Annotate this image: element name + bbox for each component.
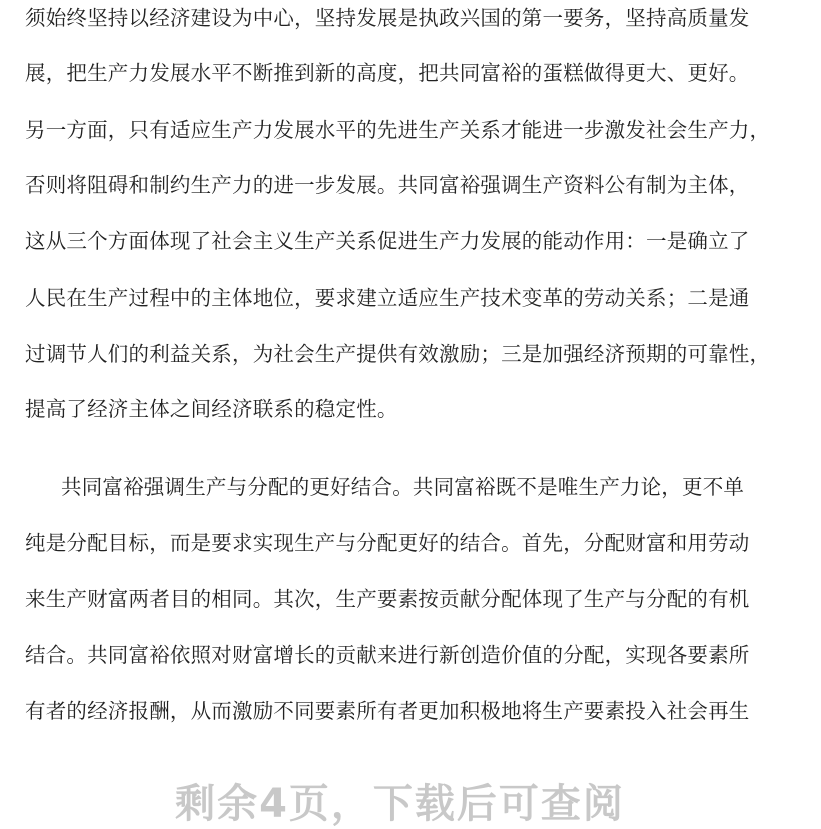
remaining-pages-hint[interactable]: 剩余4页，下载后可查阅 [175,781,625,827]
paragraph1-line: 这从三个方面体现了社会主义生产关系促进生产力发展的能动作用：一是确立了 [25,229,750,253]
paragraph2-line: 纯是分配目标，而是要求实现生产与分配更好的结合。首先，分配财富和用劳动 [25,531,750,555]
paragraph2-line: 结合。共同富裕依照对财富增长的贡献来进行新创造价值的分配，实现各要素所 [25,643,750,667]
paragraph1-line: 提高了经济主体之间经济联系的稳定性。 [25,397,398,421]
paragraph1-line: 过调节人们的利益关系，为社会生产提供有效激励；三是加强经济预期的可靠性， [25,342,771,366]
paragraph1-line: 另一方面，只有适应生产力发展水平的先进生产关系才能进一步激发社会生产力， [25,118,771,142]
paragraph1-line: 须始终坚持以经济建设为中心，坚持发展是执政兴国的第一要务，坚持高质量发 [25,6,750,30]
paragraph2-line: 共同富裕强调生产与分配的更好结合。共同富裕既不是唯生产力论，更不单 [61,475,745,499]
paragraph2-line: 有者的经济报酬，从而激励不同要素所有者更加积极地将生产要素投入社会再生 [25,699,750,723]
paragraph2-line: 来生产财富两者目的相同。其次，生产要素按贡献分配体现了生产与分配的有机 [25,587,750,611]
paragraph1-line: 展，把生产力发展水平不断推到新的高度，把共同富裕的蛋糕做得更大、更好。 [25,61,750,85]
paragraph1-line: 否则将阻碍和制约生产力的进一步发展。共同富裕强调生产资料公有制为主体， [25,173,750,197]
paragraph1-line: 人民在生产过程中的主体地位，要求建立适应生产技术变革的劳动关系；二是通 [25,286,750,310]
